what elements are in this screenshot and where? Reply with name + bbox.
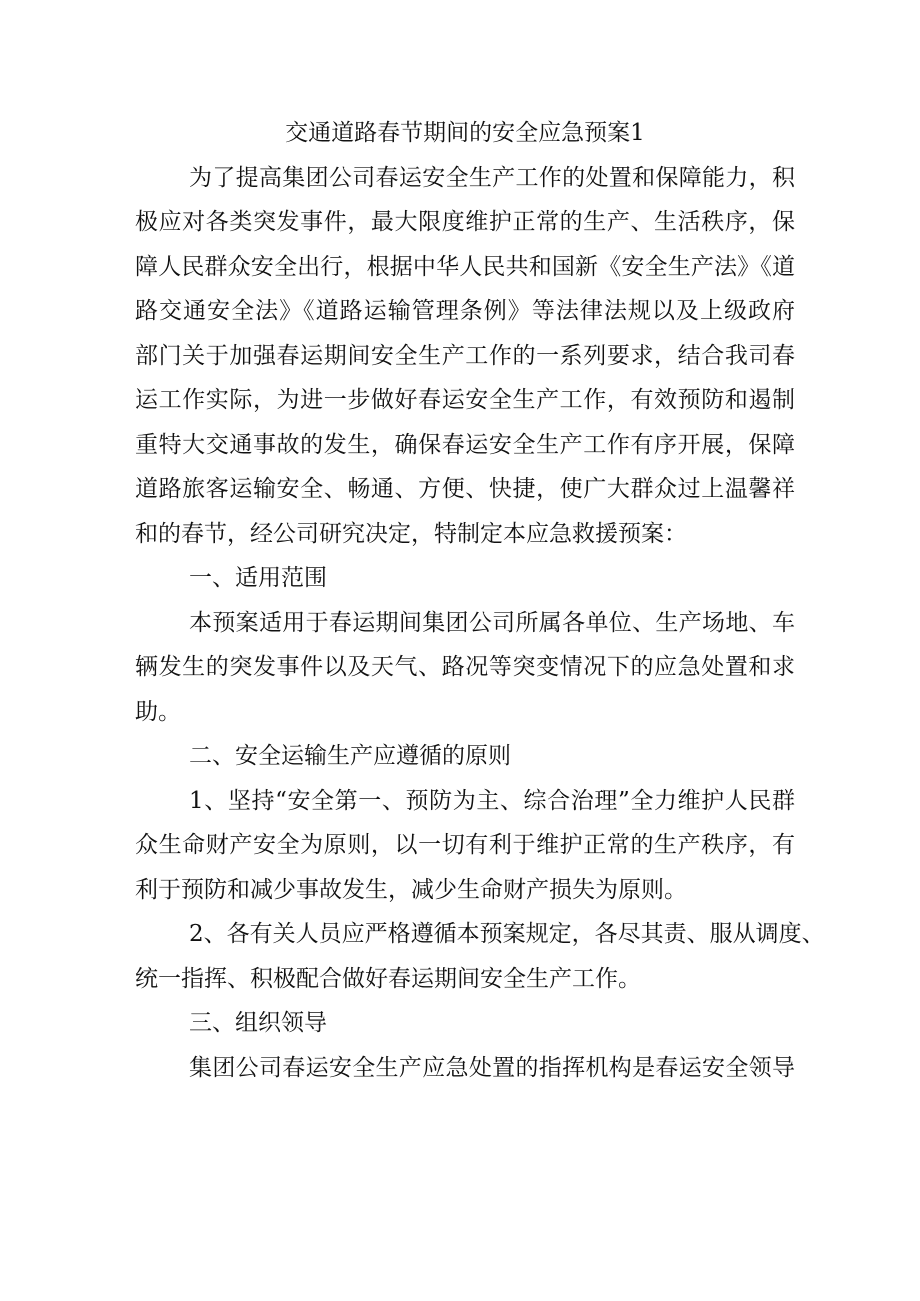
paragraph-line: 运工作实际，为进一步做好春运安全生产工作，有效预防和遏制 <box>135 387 795 413</box>
paragraph-line: 利于预防和减少事故发生，减少生命财产损失为原则。 <box>135 876 687 903</box>
paragraph-line: 部门关于加强春运期间安全生产工作的一系列要求，结合我司春 <box>135 342 795 369</box>
paragraph-line: 2、各有关人员应严格遵循本预案规定，各尽其责、服从调度、 <box>189 921 825 947</box>
paragraph-line: 集团公司春运安全生产应急处置的指挥机构是春运安全领导 <box>189 1054 795 1081</box>
section-heading: 一、适用范围 <box>189 565 327 591</box>
section-heading: 二、安全运输生产应遵循的原则 <box>189 743 511 769</box>
paragraph-line: 统一指挥、积极配合做好春运期间安全生产工作。 <box>135 965 641 992</box>
paragraph-line: 本预案适用于春运期间集团公司所属各单位、生产场地、车 <box>189 609 795 636</box>
paragraph-line: 为了提高集团公司春运安全生产工作的处置和保障能力，积 <box>189 164 795 191</box>
paragraph-line: 众生命财产安全为原则，以一切有利于维护正常的生产秩序，有 <box>135 832 795 858</box>
paragraph-line: 极应对各类突发事件，最大限度维护正常的生产、生活秩序，保 <box>135 209 795 235</box>
document-title: 交通道路春节期间的安全应急预案1 <box>285 120 645 146</box>
paragraph-line: 道路旅客运输安全、畅通、方便、快捷，使广大群众过上温馨祥 <box>135 476 795 502</box>
paragraph-line: 路交通安全法》《道路运输管理条例》等法律法规以及上级政府 <box>135 298 795 324</box>
paragraph-line: 1、坚持“安全第一、预防为主、综合治理”全力维护人民群 <box>189 787 795 814</box>
paragraph-line: 辆发生的突发事件以及天气、路况等突变情况下的应急处置和求 <box>135 654 795 680</box>
paragraph-line: 和的春节，经公司研究决定，特制定本应急救援预案： <box>135 520 687 547</box>
section-heading: 三、组织领导 <box>189 1010 327 1036</box>
paragraph-line: 助。 <box>135 698 181 725</box>
paragraph-line: 重特大交通事故的发生，确保春运安全生产工作有序开展，保障 <box>135 431 795 458</box>
document-page <box>135 111 825 1090</box>
paragraph-line: 障人民群众安全出行，根据中华人民共和国新《安全生产法》《道 <box>135 253 795 280</box>
